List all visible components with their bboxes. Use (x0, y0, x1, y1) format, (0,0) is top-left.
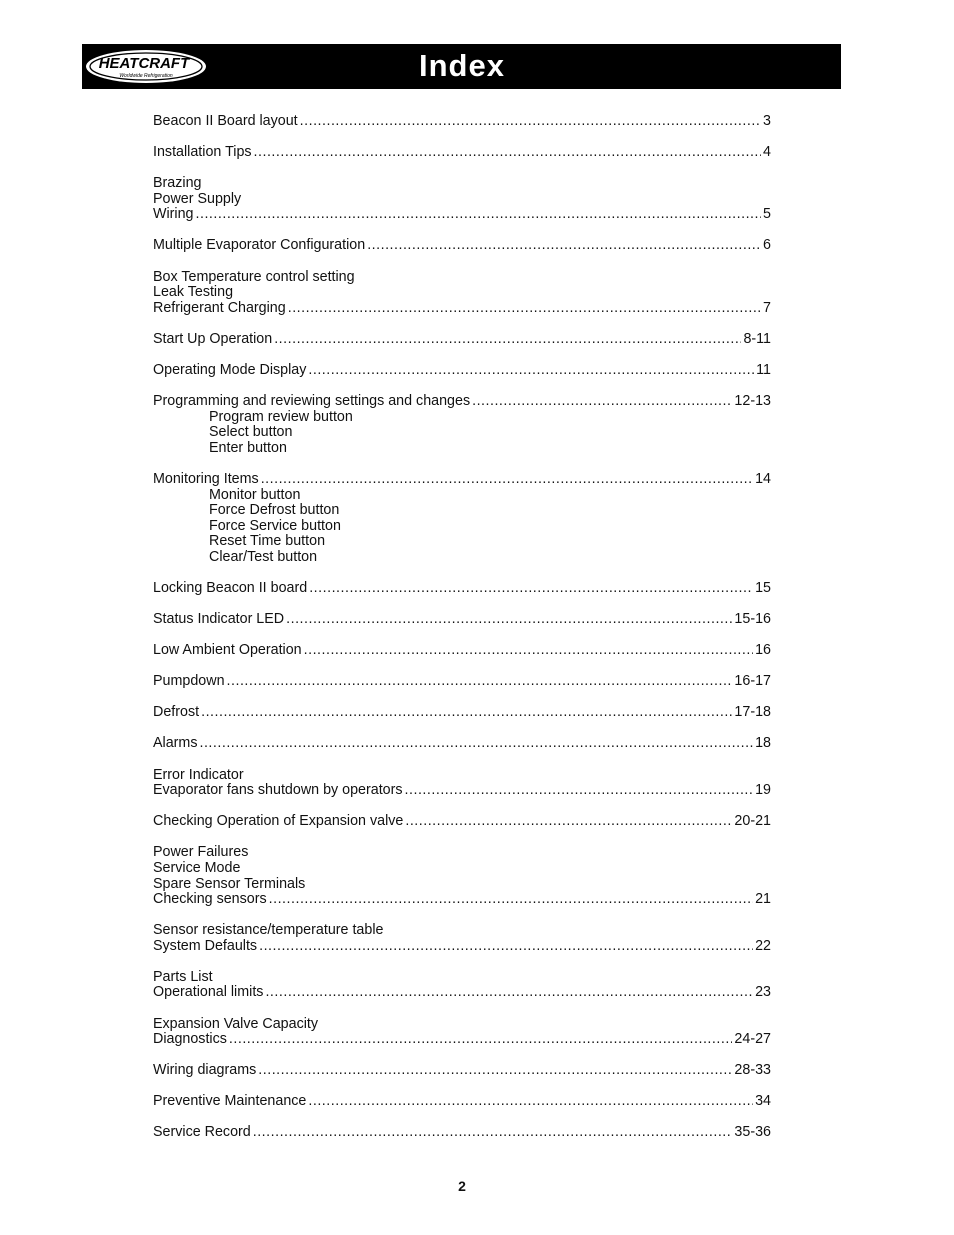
toc-group (153, 145, 771, 161)
toc-group (153, 363, 771, 379)
toc-entry (153, 923, 771, 939)
toc-entry (153, 1017, 771, 1033)
toc-entry (153, 783, 771, 799)
dot-leader (258, 1063, 732, 1079)
dot-leader (405, 783, 754, 799)
entry-label: Brazing (153, 175, 202, 192)
toc-entry (153, 1125, 771, 1141)
entry-label: Wiring diagrams (153, 1062, 257, 1079)
toc-group (153, 1017, 771, 1048)
entry-label: Diagnostics (153, 1031, 227, 1048)
toc-group (153, 394, 771, 456)
toc-entry (153, 845, 771, 861)
toc-group (153, 845, 771, 907)
entry-label: Preventive Maintenance (153, 1093, 307, 1110)
dot-leader (308, 1094, 753, 1110)
toc-subentry (153, 534, 771, 550)
dot-leader (201, 705, 732, 721)
toc-entry (153, 814, 771, 830)
toc-subentry (153, 410, 771, 426)
entry-label: Operational limits (153, 984, 264, 1001)
entry-label: Monitoring Items (153, 470, 259, 487)
toc-entry (153, 238, 771, 254)
toc-subentry (153, 550, 771, 566)
toc-entry (153, 674, 771, 690)
entry-page: 23 (755, 984, 771, 1001)
entry-page: 19 (755, 782, 771, 799)
toc-entry (153, 581, 771, 597)
dot-leader (269, 892, 753, 908)
logo-wordmark: HEATCRAFT (98, 55, 190, 72)
entry-page: 18 (755, 735, 771, 752)
toc-entry (153, 1063, 771, 1079)
toc-entry (153, 736, 771, 752)
dot-leader (265, 985, 753, 1001)
entry-page: 7 (763, 299, 771, 316)
table-of-contents (153, 114, 771, 1157)
entry-label: Locking Beacon II board (153, 579, 308, 596)
toc-group (153, 176, 771, 223)
toc-entry (153, 145, 771, 161)
toc-group (153, 1094, 771, 1110)
toc-entry (153, 1094, 771, 1110)
heatcraft-logo (84, 48, 208, 85)
entry-label: Power Failures (153, 844, 249, 861)
toc-group (153, 814, 771, 830)
dot-leader (300, 114, 761, 130)
entry-page: 12-13 (734, 393, 771, 410)
dot-leader (309, 581, 753, 597)
entry-page: 8-11 (743, 330, 771, 347)
dot-leader (227, 674, 733, 690)
toc-entry (153, 768, 771, 784)
entry-label: Service Record (153, 1124, 251, 1141)
toc-group (153, 1063, 771, 1079)
entry-label: Select button (209, 424, 293, 441)
entry-label: System Defaults (153, 937, 258, 954)
entry-label: Clear/Test button (209, 548, 318, 565)
toc-entry (153, 270, 771, 286)
toc-entry (153, 176, 771, 192)
entry-page: 35-36 (734, 1124, 771, 1141)
dot-leader (308, 363, 754, 379)
entry-label: Start Up Operation (153, 330, 273, 347)
toc-group (153, 1125, 771, 1141)
dot-leader (274, 332, 741, 348)
page-number: 2 (458, 1178, 466, 1194)
entry-page: 17-18 (734, 704, 771, 721)
toc-group (153, 674, 771, 690)
entry-page: 14 (755, 470, 771, 487)
dot-leader (199, 736, 753, 752)
toc-entry (153, 877, 771, 893)
dot-leader (472, 394, 732, 410)
entry-label: Refrigerant Charging (153, 299, 286, 316)
entry-label: Monitor button (209, 486, 301, 503)
entry-page: 24-27 (734, 1031, 771, 1048)
dot-leader (229, 1032, 733, 1048)
toc-entry (153, 285, 771, 301)
entry-label: Wiring (153, 206, 194, 223)
entry-label: Box Temperature control setting (153, 268, 355, 285)
entry-label: Enter button (209, 439, 287, 456)
entry-page: 21 (755, 891, 771, 908)
toc-group (153, 643, 771, 659)
entry-label: Evaporator fans shutdown by operators (153, 782, 403, 799)
dot-leader (254, 145, 762, 161)
entry-label: Sensor resistance/temperature table (153, 922, 384, 939)
entry-label: Power Supply (153, 190, 242, 207)
toc-entry (153, 332, 771, 348)
entry-label: Beacon II Board layout (153, 113, 298, 129)
toc-group (153, 472, 771, 566)
entry-label: Program review button (209, 408, 353, 425)
dot-leader (261, 472, 753, 488)
entry-page: 22 (755, 937, 771, 954)
entry-label: Expansion Valve Capacity (153, 1015, 319, 1032)
entry-label: Leak Testing (153, 284, 234, 301)
dot-leader (253, 1125, 733, 1141)
header-bar (82, 44, 841, 89)
entry-label: Force Service button (209, 517, 341, 534)
entry-label: Service Mode (153, 859, 241, 876)
entry-page: 20-21 (734, 813, 771, 830)
entry-page: 11 (756, 361, 771, 378)
entry-label: Multiple Evaporator Configuration (153, 237, 366, 254)
toc-entry (153, 1032, 771, 1048)
entry-page: 15 (755, 579, 771, 596)
toc-group (153, 581, 771, 597)
toc-group (153, 705, 771, 721)
toc-entry (153, 643, 771, 659)
toc-group (153, 114, 771, 130)
toc-entry (153, 363, 771, 379)
toc-group (153, 768, 771, 799)
toc-entry (153, 394, 771, 410)
toc-entry (153, 892, 771, 908)
toc-subentry (153, 425, 771, 441)
dot-leader (196, 207, 762, 223)
entry-label: Spare Sensor Terminals (153, 875, 306, 892)
page-title: Index (419, 48, 505, 83)
entry-label: Force Defrost button (209, 502, 340, 519)
toc-entry (153, 114, 771, 130)
dot-leader (259, 939, 753, 955)
toc-group (153, 736, 771, 752)
toc-entry (153, 970, 771, 986)
dot-leader (304, 643, 753, 659)
toc-group (153, 238, 771, 254)
entry-page: 16 (755, 642, 771, 659)
toc-entry (153, 985, 771, 1001)
toc-entry (153, 472, 771, 488)
entry-label: Programming and reviewing settings and changes (153, 393, 471, 410)
entry-label: Checking sensors (153, 891, 267, 908)
toc-entry (153, 612, 771, 628)
entry-label: Low Ambient Operation (153, 642, 302, 659)
entry-label: Parts List (153, 968, 213, 985)
toc-entry (153, 207, 771, 223)
entry-page: 5 (763, 206, 771, 223)
entry-label: Operating Mode Display (153, 361, 307, 378)
toc-subentry (153, 488, 771, 504)
toc-subentry (153, 441, 771, 457)
entry-label: Pumpdown (153, 673, 225, 690)
toc-entry (153, 939, 771, 955)
toc-group (153, 970, 771, 1001)
toc-group (153, 923, 771, 954)
dot-leader (288, 301, 761, 317)
entry-page: 16-17 (734, 673, 771, 690)
dot-leader (405, 814, 732, 830)
entry-page: 6 (763, 237, 771, 254)
entry-page: 28-33 (734, 1062, 771, 1079)
entry-page: 34 (755, 1093, 771, 1110)
entry-label: Checking Operation of Expansion valve (153, 813, 404, 830)
toc-group (153, 612, 771, 628)
entry-label: Reset Time button (209, 533, 326, 550)
toc-subentry (153, 519, 771, 535)
logo-tagline: Worldwide Refrigeration (119, 73, 173, 79)
entry-label: Alarms (153, 735, 198, 752)
entry-label: Status Indicator LED (153, 611, 285, 628)
entry-page: 3 (763, 113, 771, 129)
toc-entry (153, 301, 771, 317)
toc-entry (153, 192, 771, 208)
toc-subentry (153, 503, 771, 519)
toc-entry (153, 705, 771, 721)
dot-leader (286, 612, 732, 628)
entry-label: Defrost (153, 704, 200, 721)
entry-page: 15-16 (734, 611, 771, 628)
toc-entry (153, 861, 771, 877)
entry-page: 4 (763, 144, 771, 161)
dot-leader (367, 238, 761, 254)
entry-label: Installation Tips (153, 144, 252, 161)
toc-group (153, 332, 771, 348)
entry-label: Error Indicator (153, 766, 244, 783)
toc-group (153, 270, 771, 317)
